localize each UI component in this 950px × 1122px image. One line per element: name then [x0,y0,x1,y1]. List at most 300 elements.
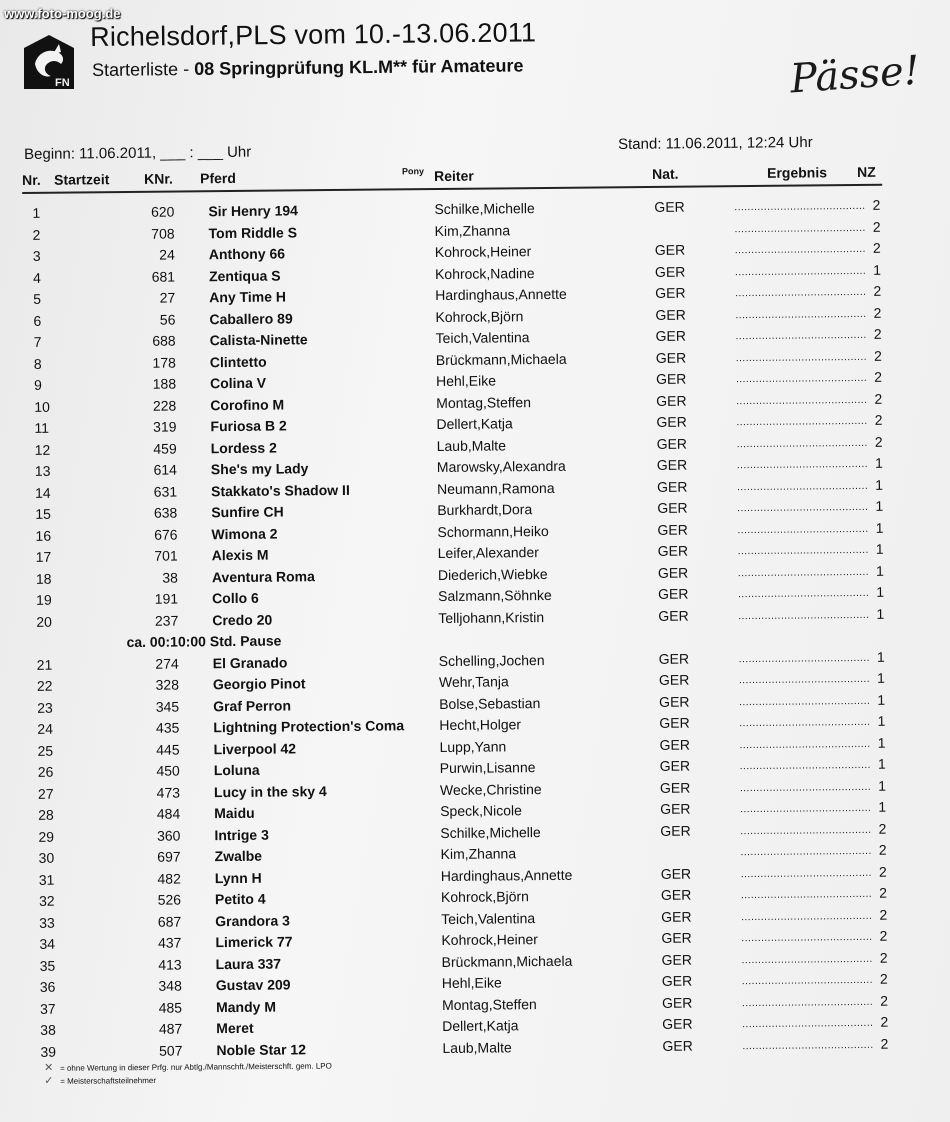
cell-nz: 1 [877,669,885,686]
watermark: www.foto-moog.de [4,6,121,21]
cell-ergebnis: ........................................ [739,738,871,751]
cell-nat: GER [656,456,688,473]
cell-nr: 17 [35,548,52,565]
starter-table [22,162,891,1063]
cell-nz: 2 [874,433,883,450]
cell-reiter: Dellert,Katja [436,415,513,433]
cell-ergebnis: ........................................ [742,1017,874,1031]
cell-ergebnis: ........................................ [738,587,870,601]
cell-nr: 37 [39,1000,56,1017]
cell-pferd: Stakkato's Shadow II [211,481,350,499]
cell-knr: 459 [153,440,177,457]
cell-pferd: Zentiqua S [208,267,281,284]
cell-pferd: Alexis M [211,546,269,564]
cell-pferd: Meret [216,1019,254,1037]
col-reiter: Reiter [434,167,474,185]
cell-pferd: Maidu [214,804,255,822]
cell-nr: 25 [37,742,54,759]
cell-ergebnis: ........................................ [734,243,866,257]
cell-knr: 450 [156,762,180,779]
cell-nat: GER [660,886,692,903]
cell-ergebnis: ........................................ [737,544,869,558]
cell-reiter: Kohrock,Heiner [434,243,532,261]
cell-knr: 676 [154,526,178,543]
cell-ergebnis: ........................................ [739,695,871,708]
cell-knr: 484 [156,805,181,822]
cell-nr: 34 [39,935,56,952]
cell-nr: 26 [37,763,54,780]
cell-nz: 2 [879,949,888,966]
cell-ergebnis: ........................................ [739,781,872,794]
cell-nat: GER [660,800,691,817]
fn-badge: FN [55,77,70,89]
cell-reiter: Marowsky,Alexandra [436,457,566,476]
cell-pferd: Furiosa B 2 [210,417,287,435]
rows-group-1 [22,195,886,633]
cell-knr: 701 [154,547,178,564]
cell-knr: 507 [159,1042,183,1059]
cell-nr: 6 [33,312,42,329]
cell-nat: GER [656,478,688,495]
col-pferd: Pferd [200,169,236,187]
cell-ergebnis: ........................................ [736,415,868,429]
cell-nat: GER [656,413,687,430]
cell-ergebnis: ........................................ [740,867,872,880]
cell-pferd: Sir Henry 194 [208,202,298,220]
cell-nat: GER [658,607,689,624]
cell-nr: 15 [35,505,51,522]
cell-nat: GER [659,757,691,774]
cell-knr: 360 [156,827,181,844]
cell-nr: 20 [36,613,52,630]
cell-nat: GER [659,693,690,710]
cell-pferd: Gustav 209 [215,976,291,994]
cell-ergebnis: ........................................ [736,458,869,472]
cell-nz: 2 [873,325,882,342]
table-body [22,195,890,1063]
cell-ergebnis: ........................................ [741,974,874,988]
cell-pferd: Intrige 3 [214,826,269,843]
cell-nr: 33 [39,914,55,931]
cell-reiter: Leifer,Alexander [437,544,539,562]
cell-ergebnis: ........................................ [740,845,872,859]
cell-ergebnis: ........................................ [742,1039,874,1052]
cell-pferd: Wimona 2 [211,525,278,542]
cell-nat: GER [657,564,689,581]
cell-knr: 274 [155,655,179,672]
cell-nz: 2 [879,970,888,987]
cell-ergebnis: ........................................ [738,609,870,622]
cell-ergebnis: ........................................ [741,996,874,1009]
cell-pferd: Mandy M [215,998,277,1015]
cell-pferd: El Granado [212,653,288,671]
cell-pferd: Noble Star 12 [216,1040,307,1058]
cell-reiter: Bolse,Sebastian [439,694,541,712]
cell-nat: GER [658,671,690,688]
cell-nat: GER [660,822,691,839]
cell-nat: GER [657,542,689,559]
cell-nz: 1 [877,755,886,772]
legend-text: = ohne Wertung in dieser Prfg. nur Abtlg./Mannschft./Meisterschft. gem. LPO [60,1061,332,1073]
cell-reiter: Brückmann,Michaela [441,952,573,970]
cell-nz: 1 [875,540,884,557]
cell-reiter: Kohrock,Björn [435,307,524,325]
cell-nr: 2 [32,226,41,243]
cell-nz: 1 [875,519,884,536]
cell-nr: 9 [33,376,42,393]
cell-reiter: Kohrock,Nadine [434,264,535,282]
cell-pferd: Grandora 3 [215,911,290,929]
cell-ergebnis: ........................................ [741,910,873,923]
cell-reiter: Schilke,Michelle [434,200,535,218]
cell-knr: 482 [157,870,181,887]
cell-pferd: Any Time H [209,288,287,306]
cell-nr: 11 [34,419,50,436]
cell-reiter: Hecht,Holger [439,716,522,734]
cell-pferd: Caballero 89 [209,309,293,327]
col-startzeit: Startzeit [54,171,110,188]
cell-ergebnis: ........................................ [738,652,870,665]
cell-reiter: Purwin,Lisanne [439,759,536,777]
cell-ergebnis: ........................................ [735,308,867,321]
cell-nz: 2 [873,282,882,299]
cell-nr: 19 [36,591,52,608]
cell-nat: GER [659,714,690,731]
cell-knr: 631 [153,483,178,500]
cell-nr: 38 [40,1021,56,1038]
cell-reiter: Montag,Steffen [436,393,532,411]
status-timestamp: Stand: 11.06.2011, 12:24 Uhr [618,133,813,153]
cell-nr: 22 [36,677,53,694]
cell-nz: 1 [876,562,884,579]
cell-knr: 614 [153,461,177,478]
cell-nz: 1 [877,712,886,729]
cell-pferd: Graf Perron [213,696,292,714]
cell-nz: 2 [878,863,887,880]
cell-nz: 1 [876,648,885,665]
cell-pferd: Anthony 66 [208,245,286,263]
cell-pferd: Petito 4 [214,890,266,908]
cell-ergebnis: ........................................ [741,931,873,945]
cell-reiter: Lupp,Yann [439,737,507,755]
cell-reiter: Kohrock,Heiner [441,931,538,949]
cell-nz: 2 [874,390,883,407]
cell-reiter: Teich,Valentina [441,909,536,927]
competition-name: 08 Springprüfung KL.M** für Amateure [194,55,524,79]
cell-nat: GER [656,435,688,452]
cell-nz: 1 [875,476,884,493]
cell-knr: 485 [158,999,183,1016]
cell-nr: 24 [37,720,54,737]
cell-knr: 445 [156,741,180,758]
cell-nat: GER [655,327,687,344]
cell-reiter: Teich,Valentina [435,329,530,347]
cell-pferd: Calista-Ninette [209,331,308,349]
cell-knr: 178 [152,354,176,371]
cell-nr: 4 [32,269,41,286]
cell-ergebnis: ........................................ [737,501,869,515]
cell-reiter: Montag,Steffen [441,995,537,1013]
cell-ergebnis: ........................................ [740,888,873,902]
cell-reiter: Hehl,Eike [435,372,497,390]
cell-nat: GER [659,779,691,796]
col-pony: Pony [401,166,425,177]
cell-nat: GER [661,908,692,925]
cell-knr: 687 [157,913,182,930]
cell-reiter: Neumann,Ramona [436,479,555,497]
cell-reiter: Wecke,Christine [439,780,542,798]
cell-nr: 18 [35,570,52,587]
cell-nz: 2 [874,411,883,428]
cell-ergebnis: ........................................ [735,286,867,300]
table-header [22,162,882,194]
cell-ergebnis: ........................................ [740,802,872,816]
cell-nr: 5 [33,290,42,307]
cell-nz: 1 [878,777,887,794]
fn-horse-logo-icon [23,34,75,90]
cell-pferd: Clintetto [209,353,267,370]
cell-nr: 13 [34,462,51,479]
cell-nat: GER [655,284,686,301]
cell-pferd: Aventura Roma [211,567,315,585]
cell-ergebnis: ........................................ [737,523,869,536]
cell-knr: 24 [159,246,175,263]
cell-knr: 487 [158,1020,183,1037]
cell-ergebnis: ........................................ [741,953,873,966]
cell-pferd: Lightning Protection's Coma [213,717,405,736]
cell-reiter: Schilke,Michelle [440,823,541,841]
cell-knr: 38 [162,569,178,586]
cell-knr: 56 [159,311,176,328]
cell-reiter: Dellert,Katja [442,1017,519,1035]
legend-item [44,1072,332,1088]
cell-reiter: Hardinghaus,Annette [440,866,573,884]
cross-icon: ✕ [44,1061,54,1074]
cell-pferd: Credo 20 [212,611,273,628]
cell-nat: GER [661,929,692,946]
cell-nat: GER [658,650,690,667]
cell-nat: GER [662,1037,693,1054]
cell-pferd: Georgio Pinot [212,675,306,693]
cell-nz: 2 [872,239,881,256]
cell-knr: 348 [158,977,182,994]
col-knr: KNr. [144,170,173,187]
cell-nr: 32 [38,892,55,909]
cell-pferd: Lucy in the sky 4 [213,782,327,800]
cell-pferd: She's my Lady [210,460,309,478]
cell-pferd: Sunfire CH [211,503,284,521]
cell-nz: 2 [878,841,887,858]
cell-nr: 31 [38,871,55,888]
cell-nat: GER [660,865,692,882]
cell-reiter: Burkhardt,Dora [437,501,533,519]
cell-nr: 8 [33,355,42,372]
cell-ergebnis: ........................................ [738,673,871,687]
col-nat: Nat. [651,165,679,182]
cell-ergebnis: ........................................ [734,200,866,214]
cell-nz: 1 [876,605,885,622]
cell-nat: GER [662,1015,693,1032]
cell-nz: 1 [878,798,887,815]
cell-reiter: Salzmann,Söhnke [438,586,552,605]
cell-pferd: Collo 6 [212,589,259,607]
cell-nr: 23 [37,699,53,716]
cell-knr: 27 [159,289,176,306]
cell-nat: GER [661,972,693,989]
rows-group-2 [27,646,891,1063]
cell-reiter: Laub,Malte [442,1038,512,1056]
cell-pferd: Colina V [209,374,267,392]
cell-nz: 1 [876,583,885,600]
cell-nat: GER [661,951,693,968]
cell-knr: 638 [153,504,178,521]
cell-pferd: Limerick 77 [215,933,293,951]
legend-item [44,1059,332,1075]
cell-nz: 2 [880,992,889,1009]
cell-nr: 1 [32,204,41,221]
cell-pferd: Laura 337 [215,955,282,972]
legend-text: = Meisterschaftsteilnehmer [60,1076,157,1086]
cell-ergebnis: ........................................ [734,265,867,278]
cell-nz: 2 [878,820,887,837]
cell-ergebnis: ........................................ [735,329,867,343]
cell-knr: 526 [157,891,182,908]
cell-knr: 228 [152,397,177,414]
pause-label: ca. 00:10:00 Std. Pause [126,632,282,651]
cell-ergebnis: ........................................ [734,222,866,235]
cell-knr: 708 [151,225,175,242]
cell-nr: 16 [35,527,52,544]
cell-nat: GER [655,349,687,366]
cell-reiter: Kim,Zhanna [434,221,511,239]
cell-reiter: Telljohann,Kristin [438,608,545,626]
event-title: Richelsdorf,PLS vom 10.-13.06.2011 [90,17,537,52]
cell-ergebnis: ........................................ [735,372,868,386]
cell-ergebnis: ........................................ [737,480,869,493]
cell-knr: 191 [154,590,179,607]
cell-pferd: Corofino M [210,395,285,413]
cell-knr: 681 [151,268,176,285]
cell-reiter: Wehr,Tanja [438,673,509,691]
cell-nz: 2 [879,906,888,923]
cell-knr: 437 [157,934,182,951]
cell-knr: 345 [155,698,180,715]
cell-ergebnis: ........................................ [740,824,872,837]
cell-nz: 2 [872,218,881,235]
cell-nz: 1 [873,261,882,278]
cell-knr: 435 [155,719,180,736]
cell-ergebnis: ........................................ [737,566,870,579]
start-time-line: Beginn: 11.06.2011, ___ : ___ Uhr [24,143,252,163]
cell-nz: 2 [879,927,888,944]
cell-nz: 2 [873,347,882,364]
col-nr: Nr. [22,171,41,188]
cell-nat: GER [655,370,687,387]
cell-nz: 1 [877,734,886,751]
cell-nz: 1 [877,691,886,708]
cell-pferd: Liverpool 42 [213,739,297,757]
subtitle-prefix: Starterliste - [92,58,195,80]
cell-nr: 10 [34,398,50,415]
cell-pferd: Loluna [213,761,260,779]
cell-knr: 328 [155,676,180,693]
cell-pferd: Lordess 2 [210,439,277,456]
col-ergebnis: Ergebnis [766,164,828,181]
cell-knr: 413 [158,956,182,973]
cell-nz: 2 [873,304,882,321]
cell-ergebnis: ........................................ [739,716,871,730]
cell-reiter: Kim,Zhanna [440,845,517,863]
cell-reiter: Schelling,Jochen [438,651,545,669]
cell-nr: 12 [34,441,51,458]
cell-nz: 1 [874,454,883,471]
cell-nr: 35 [39,957,56,974]
cell-nz: 2 [872,196,881,213]
cell-ergebnis: ........................................ [736,394,868,407]
cell-knr: 473 [156,784,181,801]
cell-nz: 2 [880,1013,889,1030]
cell-pferd: Tom Riddle S [208,223,298,241]
cell-reiter: Kohrock,Björn [440,888,530,906]
cell-knr: 697 [157,848,181,865]
cell-pferd: Lynn H [214,869,262,886]
cell-knr: 188 [152,375,177,392]
cell-ergebnis: ........................................ [735,351,868,364]
cell-nat: GER [659,736,690,753]
cell-knr: 237 [154,612,179,629]
cell-nz: 2 [874,368,883,385]
competition-subtitle [92,55,524,81]
cell-nat: GER [658,585,689,602]
cell-nat: GER [657,521,688,538]
cell-ergebnis: ........................................ [736,437,868,450]
handwritten-note: Pässe! [788,47,922,103]
col-nz: NZ [856,163,876,180]
cell-reiter: Hehl,Eike [441,974,502,992]
cell-nz: 2 [879,884,888,901]
cell-nat: GER [654,241,686,258]
cell-nr: 14 [35,484,51,501]
cell-reiter: Laub,Malte [436,436,507,454]
cell-nz: 1 [875,497,884,514]
legend [44,1059,332,1088]
cell-nr: 27 [37,785,54,802]
cell-nat: GER [654,198,685,215]
cell-nat: GER [654,263,686,280]
cell-nr: 39 [40,1043,57,1060]
cell-reiter: Speck,Nicole [440,802,522,820]
cell-nr: 3 [32,247,41,264]
cell-nr: 36 [39,978,56,995]
cell-reiter: Hardinghaus,Annette [435,285,567,304]
cell-nat: GER [657,499,688,516]
cell-nr: 21 [36,656,53,673]
cell-nat: GER [655,306,686,323]
cell-ergebnis: ........................................ [739,759,871,773]
cell-nr: 28 [38,806,54,823]
cell-nz: 2 [880,1035,889,1052]
cell-reiter: Diederich,Wiebke [437,565,548,583]
cell-nr: 29 [38,828,55,845]
check-icon: ✓ [44,1074,54,1087]
cell-knr: 319 [153,418,177,435]
cell-nat: GER [656,392,687,409]
cell-knr: 620 [150,203,175,220]
cell-reiter: Brückmann,Michaela [435,350,567,368]
cell-reiter: Schormann,Heiko [437,522,549,540]
cell-nat: GER [661,994,693,1011]
cell-knr: 688 [152,332,176,349]
